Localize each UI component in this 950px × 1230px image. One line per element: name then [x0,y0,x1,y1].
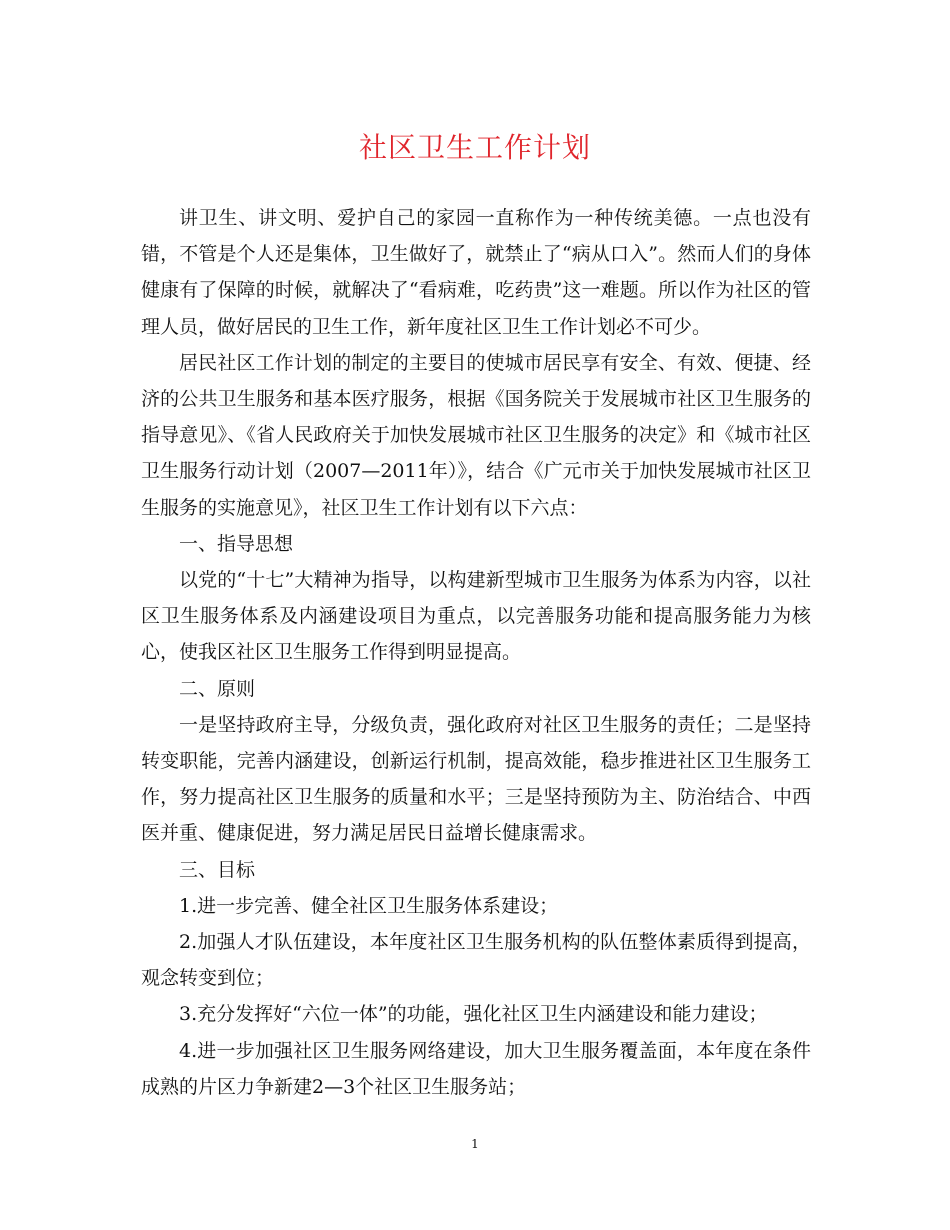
heading-goals: 三、目标 [179,858,256,881]
goal-item-3: 3.充分发挥好“六位一体”的功能，强化社区卫生内涵建设和能力建设； [179,1003,768,1026]
heading-principles: 二、原则 [179,677,256,700]
paragraph-guiding-ideology: 以党的“十七”大精神为指导，以构建新型城市卫生服务为体系为内容，以社区卫生服务体系及内涵建设项目为重点，以完善服务功能和提高服务能力为核心，使我区社区卫生服务工作得到明显提高。 [141,569,811,664]
page-number: 1 [471,1137,479,1151]
document-title: 社区卫生工作计划 [358,131,591,164]
goal-item-1: 1.进一步完善、健全社区卫生服务体系建设； [179,894,559,917]
goal-item-2: 2.加强人才队伍建设，本年度社区卫生服务机构的队伍整体素质得到提高，观念转变到位； [141,931,811,990]
goal-item-4: 4.进一步加强社区卫生服务网络建设，加大卫生服务覆盖面，本年度在条件成熟的片区力争新建2—3个社区卫生服务站； [141,1039,811,1098]
paragraph-principles: 一是坚持政府主导，分级负责，强化政府对社区卫生服务的责任；二是坚持转变职能，完善内涵建设，创新运行机制，提高效能，稳步推进社区卫生服务工作，努力提高社区卫生服务的质量和水平；三是坚持预防为主、防治结合、中西医并重、健康促进，努力满足居民日益增长健康需求。 [141,713,811,845]
paragraph-purpose: 居民社区工作计划的制定的主要目的使城市居民享有安全、有效、便捷、经济的公共卫生服务和基本医疗服务，根据《国务院关于发展城市社区卫生服务的指导意见》、《省人民政府关于加快发展城市社区卫生服务的决定》和《城市社区卫生服务行动计划（2007—2011年）》，结合《广元市关于加快发展城市社区卫生服务的实施意见》，社区卫生工作计划有以下六点： [141,351,811,519]
heading-guiding-ideology: 一、指导思想 [179,532,294,555]
paragraph-intro: 讲卫生、讲文明、爱护自己的家园一直称作为一种传统美德。一点也没有错，不管是个人还是集体，卫生做好了，就禁止了“病从口入”。然而人们的身体健康有了保障的时候，就解决了“看病难，吃药贵”这一难题。所以作为社区的管理人员，做好居民的卫生工作，新年度社区卫生工作计划必不可少。 [141,207,811,338]
document-body [141,200,811,1105]
